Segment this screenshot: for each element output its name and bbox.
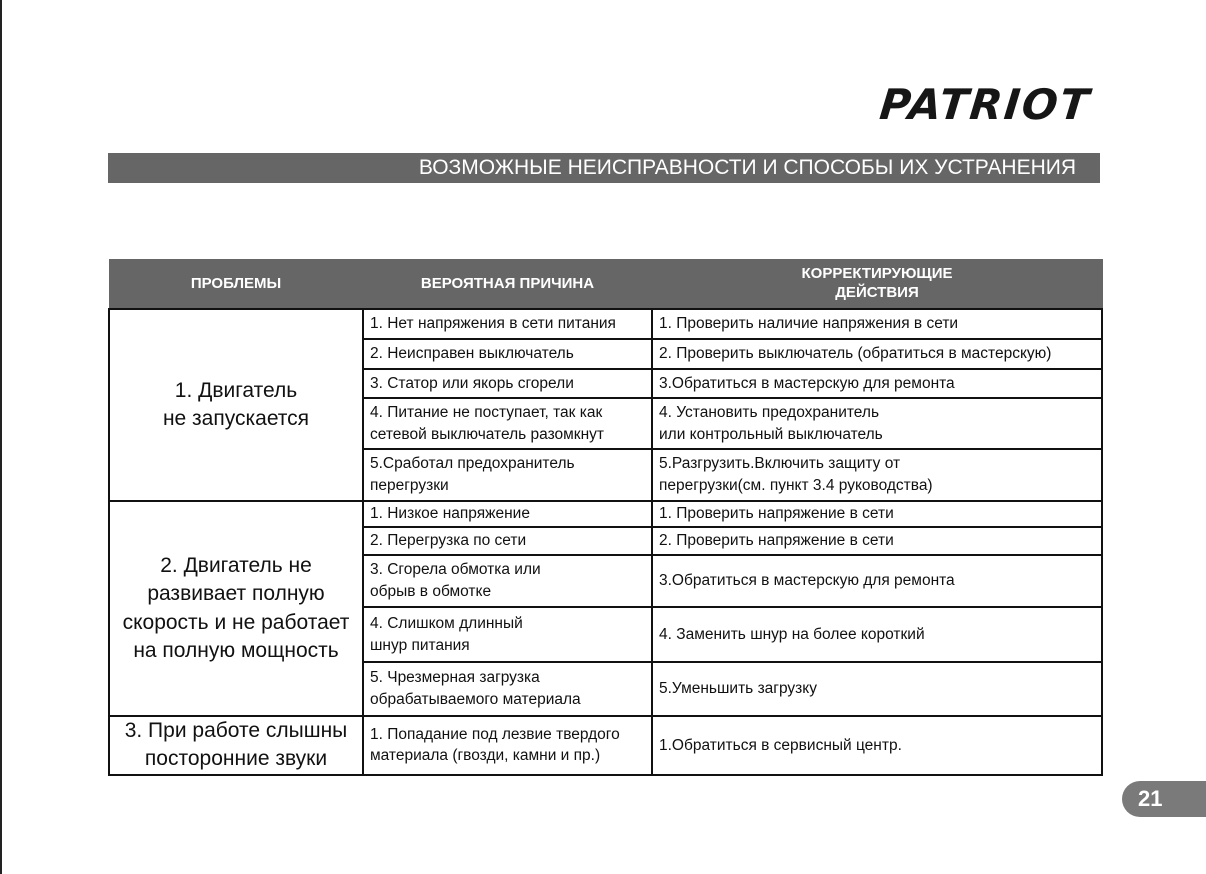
cause-cell: 2. Перегрузка по сети bbox=[363, 527, 652, 555]
column-header-problems: ПРОБЛЕМЫ bbox=[109, 260, 363, 310]
table-header-row bbox=[109, 260, 1102, 310]
action-cell: 3.Обратиться в мастерскую для ремонта bbox=[652, 369, 1102, 398]
cause-cell: 4. Питание не поступает, так как сетевой выключатель разомкнут bbox=[363, 398, 652, 449]
cause-cell: 1. Низкое напряжение bbox=[363, 501, 652, 527]
action-cell: 2. Проверить выключатель (обратиться в мастерскую) bbox=[652, 339, 1102, 369]
action-cell: 1. Проверить наличие напряжения в сети bbox=[652, 309, 1102, 339]
action-cell: 2. Проверить напряжение в сети bbox=[652, 527, 1102, 555]
action-cell: 4. Установить предохранитель или контрольный выключатель bbox=[652, 398, 1102, 449]
problem-cell: 2. Двигатель не развивает полную скорость и не работает на полную мощность bbox=[109, 501, 363, 716]
action-cell: 3.Обратиться в мастерскую для ремонта bbox=[652, 555, 1102, 607]
cause-cell: 5. Чрезмерная загрузка обрабатываемого материала bbox=[363, 662, 652, 716]
cause-cell: 3. Статор или якорь сгорели bbox=[363, 369, 652, 398]
table-row bbox=[109, 716, 1102, 775]
cause-cell: 5.Сработал предохранитель перегрузки bbox=[363, 449, 652, 501]
problem-cell: 1. Двигатель не запускается bbox=[109, 309, 363, 501]
column-header-actions: КОРРЕКТИРУЮЩИЕ ДЕЙСТВИЯ bbox=[652, 260, 1102, 310]
page-edge-rule bbox=[0, 0, 2, 874]
table-row bbox=[109, 309, 1102, 339]
action-cell: 5.Уменьшить загрузку bbox=[652, 662, 1102, 716]
cause-cell: 3. Сгорела обмотка или обрыв в обмотке bbox=[363, 555, 652, 607]
cause-cell: 2. Неисправен выключатель bbox=[363, 339, 652, 369]
table-row bbox=[109, 501, 1102, 527]
troubleshooting-table bbox=[108, 259, 1103, 776]
section-title: ВОЗМОЖНЫЕ НЕИСПРАВНОСТИ И СПОСОБЫ ИХ УСТРАНЕНИЯ bbox=[108, 153, 1100, 183]
brand-logo: PATRIOT bbox=[877, 80, 1093, 129]
action-cell: 1.Обратиться в сервисный центр. bbox=[652, 716, 1102, 775]
cause-cell: 1. Нет напряжения в сети питания bbox=[363, 309, 652, 339]
cause-cell: 4. Слишком длинный шнур питания bbox=[363, 607, 652, 662]
action-cell: 1. Проверить напряжение в сети bbox=[652, 501, 1102, 527]
action-cell: 4. Заменить шнур на более короткий bbox=[652, 607, 1102, 662]
problem-cell: 3. При работе слышны посторонние звуки bbox=[109, 716, 363, 775]
cause-cell: 1. Попадание под лезвие твердого материала (гвозди, камни и пр.) bbox=[363, 716, 652, 775]
column-header-cause: ВЕРОЯТНАЯ ПРИЧИНА bbox=[363, 260, 652, 310]
action-cell: 5.Разгрузить.Включить защиту от перегрузки(см. пункт 3.4 руководства) bbox=[652, 449, 1102, 501]
page-number: 21 bbox=[1122, 781, 1206, 817]
